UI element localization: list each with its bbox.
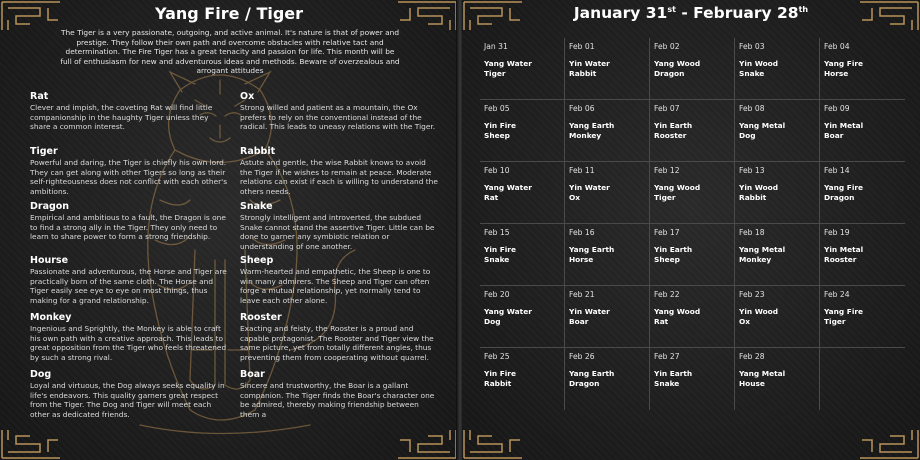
sign-name: Dog bbox=[30, 369, 52, 380]
day-element: Yang Fire bbox=[824, 183, 864, 192]
day-element: Yang Water bbox=[484, 183, 532, 192]
day-zodiac bbox=[824, 59, 900, 78]
sign-description: Passionate and adventurous, the Horse and Tiger are practically born of the same cloth. The Horse and Tiger easily see eye to eye on most things, thus making for a grand relationship. bbox=[30, 267, 227, 305]
sign-name: Sheep bbox=[240, 255, 274, 266]
day-date: Feb 12 bbox=[654, 166, 680, 175]
day-element: Yang Wood bbox=[654, 183, 701, 192]
calendar-day-cell bbox=[820, 162, 905, 224]
day-date: Feb 24 bbox=[824, 290, 850, 299]
day-animal: Snake bbox=[739, 68, 765, 78]
sign-description: Strong willed and patient as a mountain, the Ox prefers to rely on the conventional instead of the radical. This leads to uneasy relations with the Tiger. bbox=[240, 103, 436, 131]
sign-monkey bbox=[30, 312, 230, 362]
day-animal: Dragon bbox=[654, 68, 685, 78]
day-zodiac bbox=[569, 245, 644, 264]
day-animal: Rabbit bbox=[484, 378, 512, 388]
sign-name: Tiger bbox=[30, 146, 58, 157]
day-animal: Dragon bbox=[824, 192, 855, 202]
day-zodiac bbox=[824, 121, 900, 140]
calendar-day-cell bbox=[480, 100, 565, 162]
calendar-day-cell bbox=[480, 38, 565, 100]
day-date: Feb 02 bbox=[654, 42, 680, 51]
calendar-title bbox=[462, 4, 920, 22]
sign-snake bbox=[240, 201, 440, 251]
day-date: Feb 10 bbox=[484, 166, 510, 175]
day-date: Feb 16 bbox=[569, 228, 595, 237]
day-element: Yin Water bbox=[569, 307, 610, 316]
calendar-day-cell bbox=[480, 162, 565, 224]
day-zodiac bbox=[739, 59, 814, 78]
day-date: Feb 26 bbox=[569, 352, 595, 361]
sign-description: Sincere and trustworthy, the Boar is a gallant companion. The Tiger finds the Boar's character one be admired, thereby making friendship between them a bbox=[240, 381, 435, 419]
sign-description: Strongly intelligent and introverted, the subdued Snake cannot stand the assertive Tiger. Little can be done to garner any symbiotic relation or understanding of one another. bbox=[240, 213, 435, 251]
day-element: Yang Earth bbox=[569, 121, 615, 130]
calendar-day-cell bbox=[565, 348, 650, 410]
sign-name: Boar bbox=[240, 369, 265, 380]
day-date: Feb 08 bbox=[739, 104, 765, 113]
day-animal: Dragon bbox=[569, 378, 600, 388]
day-element: Yang Fire bbox=[824, 59, 864, 68]
day-animal: Sheep bbox=[654, 254, 680, 264]
intro-paragraph: The Tiger is a very passionate, outgoing, and active animal. It's nature is that of power and prestige. They follow their own path and overcome obstacles with relative tact and determination. The Fire Tiger has a great tenacity and passion for life. This month will be full of enthusiasm for new and adventurous ideas and methods. Beware of overzealous and arrogant attitudes bbox=[60, 28, 400, 76]
day-element: Yin Fire bbox=[484, 121, 516, 130]
day-animal: Boar bbox=[569, 316, 589, 326]
day-animal: Sheep bbox=[484, 130, 510, 140]
sign-horse bbox=[30, 255, 230, 305]
calendar-day-cell bbox=[565, 100, 650, 162]
calendar-day-cell bbox=[820, 100, 905, 162]
day-date: Feb 27 bbox=[654, 352, 680, 361]
sign-tiger bbox=[30, 146, 230, 196]
day-date: Feb 20 bbox=[484, 290, 510, 299]
calendar-day-cell bbox=[480, 286, 565, 348]
title-end: February 28 bbox=[693, 4, 799, 22]
day-date: Feb 23 bbox=[739, 290, 765, 299]
calendar-grid bbox=[480, 38, 905, 410]
calendar-day-cell bbox=[650, 348, 735, 410]
day-zodiac bbox=[654, 245, 729, 264]
day-zodiac bbox=[739, 307, 814, 326]
day-element: Yang Earth bbox=[569, 369, 615, 378]
day-element: Yin Fire bbox=[484, 369, 516, 378]
day-element: Yang Metal bbox=[739, 369, 786, 378]
day-date: Feb 04 bbox=[824, 42, 850, 51]
day-zodiac bbox=[484, 307, 559, 326]
day-animal: Rabbit bbox=[569, 68, 597, 78]
corner-ornament-icon bbox=[850, 426, 920, 460]
day-animal: Ox bbox=[569, 192, 581, 202]
day-animal: Boar bbox=[824, 130, 844, 140]
sign-description: Empirical and ambitious to a fault, the Dragon is one to find a strong ally in the Tiger. They only need to learn to share power to form a strong friendship. bbox=[30, 213, 226, 241]
calendar-day-cell bbox=[650, 162, 735, 224]
day-zodiac bbox=[739, 369, 814, 388]
day-zodiac bbox=[484, 245, 559, 264]
calendar-day-cell bbox=[735, 162, 820, 224]
day-element: Yin Wood bbox=[739, 183, 779, 192]
day-zodiac bbox=[654, 183, 729, 202]
day-zodiac bbox=[484, 183, 559, 202]
sign-description: Loyal and virtuous, the Dog always seeks equality in life's endeavors. This quality garners great respect from the Tiger. The Dog and Tiger will meet each other as dedicated friends. bbox=[30, 381, 225, 419]
day-zodiac bbox=[739, 245, 814, 264]
day-zodiac bbox=[569, 121, 644, 140]
day-date: Feb 09 bbox=[824, 104, 850, 113]
day-zodiac bbox=[484, 121, 559, 140]
day-date: Feb 15 bbox=[484, 228, 510, 237]
sign-boar bbox=[240, 369, 440, 419]
day-date: Jan 31 bbox=[484, 42, 508, 51]
page-title: Yang Fire / Tiger bbox=[154, 4, 304, 23]
day-element: Yin Wood bbox=[739, 307, 779, 316]
sign-description: Astute and gentle, the wise Rabbit knows to avoid the Tiger if he wishes to remain at peace. Moderate relations can exist if each is willing to understand the others needs. bbox=[240, 158, 438, 196]
day-element: Yin Wood bbox=[739, 59, 779, 68]
day-element: Yin Water bbox=[569, 59, 610, 68]
sign-dragon bbox=[30, 201, 230, 242]
day-date: Feb 18 bbox=[739, 228, 765, 237]
calendar-day-cell bbox=[650, 100, 735, 162]
day-zodiac bbox=[824, 307, 900, 326]
sign-name: Snake bbox=[240, 201, 273, 212]
day-date: Feb 22 bbox=[654, 290, 680, 299]
calendar-day-cell bbox=[480, 224, 565, 286]
day-zodiac bbox=[739, 121, 814, 140]
day-animal: Tiger bbox=[654, 192, 676, 202]
day-date: Feb 19 bbox=[824, 228, 850, 237]
day-animal: Rat bbox=[654, 316, 669, 326]
day-animal: Dog bbox=[739, 130, 756, 140]
day-element: Yang Wood bbox=[654, 59, 701, 68]
calendar-day-cell bbox=[820, 224, 905, 286]
day-animal: Rooster bbox=[824, 254, 857, 264]
corner-ornament-icon bbox=[462, 426, 532, 460]
day-animal: Rabbit bbox=[739, 192, 767, 202]
day-date: Feb 28 bbox=[739, 352, 765, 361]
calendar-day-cell bbox=[735, 286, 820, 348]
day-element: Yang Water bbox=[484, 307, 532, 316]
sign-ox bbox=[240, 91, 440, 132]
day-date: Feb 05 bbox=[484, 104, 510, 113]
sign-description: Warm-hearted and empathetic, the Sheep is one to win many admirers. The Sheep and Tiger can often forge a mutual relationship, yet normally tend to leave each other alone. bbox=[240, 267, 431, 305]
sign-description: Exacting and feisty, the Rooster is a proud and capable protagonist. The Rooster and Tiger view the same picture, yet from totally different angles, thus preventing them from cooperating without quarrel. bbox=[240, 324, 434, 362]
day-zodiac bbox=[484, 369, 559, 388]
sign-description: Ingenious and Sprightly, the Monkey is able to craft his own path with a creative approach. This leads to great opposition from the Tiger who feels threatened by such a strong rival. bbox=[30, 324, 227, 362]
day-animal: Monkey bbox=[569, 130, 602, 140]
calendar-day-cell bbox=[650, 38, 735, 100]
day-zodiac bbox=[824, 183, 900, 202]
day-element: Yin Earth bbox=[654, 121, 693, 130]
day-zodiac bbox=[654, 121, 729, 140]
day-animal: Tiger bbox=[824, 316, 846, 326]
day-date: Feb 06 bbox=[569, 104, 595, 113]
day-animal: Monkey bbox=[739, 254, 772, 264]
title-separator: - bbox=[675, 4, 694, 22]
calendar-day-cell bbox=[480, 348, 565, 410]
sign-name: Rat bbox=[30, 91, 49, 102]
day-date: Feb 11 bbox=[569, 166, 595, 175]
day-element: Yang Wood bbox=[654, 307, 701, 316]
sign-sheep bbox=[240, 255, 440, 305]
calendar-day-cell bbox=[820, 38, 905, 100]
sign-name: Rooster bbox=[240, 312, 282, 323]
day-date: Feb 14 bbox=[824, 166, 850, 175]
day-animal: Ox bbox=[739, 316, 751, 326]
day-animal: House bbox=[739, 378, 765, 388]
sign-name: Monkey bbox=[30, 312, 72, 323]
day-element: Yin Fire bbox=[484, 245, 516, 254]
day-animal: Dog bbox=[484, 316, 501, 326]
day-element: Yang Metal bbox=[739, 245, 786, 254]
sign-rabbit bbox=[240, 146, 440, 196]
sign-name: Rabbit bbox=[240, 146, 276, 157]
calendar-day-cell bbox=[735, 100, 820, 162]
day-element: Yin Water bbox=[569, 183, 610, 192]
calendar-day-cell bbox=[565, 224, 650, 286]
day-animal: Horse bbox=[569, 254, 594, 264]
day-zodiac bbox=[739, 183, 814, 202]
sign-name: Hourse bbox=[30, 255, 69, 266]
day-element: Yang Fire bbox=[824, 307, 864, 316]
day-zodiac bbox=[569, 183, 644, 202]
calendar-day-cell bbox=[565, 286, 650, 348]
day-zodiac bbox=[654, 59, 729, 78]
sign-rooster bbox=[240, 312, 440, 362]
sign-rat bbox=[30, 91, 230, 132]
day-zodiac bbox=[569, 369, 644, 388]
calendar-day-cell bbox=[735, 38, 820, 100]
day-animal: Tiger bbox=[484, 68, 506, 78]
sign-name: Dragon bbox=[30, 201, 70, 212]
calendar-day-cell bbox=[735, 348, 820, 410]
calendar-day-cell bbox=[650, 286, 735, 348]
corner-ornament-icon bbox=[0, 426, 70, 460]
day-zodiac bbox=[654, 307, 729, 326]
left-page bbox=[0, 0, 458, 460]
sign-name: Ox bbox=[240, 91, 255, 102]
day-zodiac bbox=[484, 59, 559, 78]
calendar-day-cell bbox=[820, 348, 905, 410]
day-zodiac bbox=[569, 59, 644, 78]
day-animal: Snake bbox=[484, 254, 510, 264]
day-element: Yang Earth bbox=[569, 245, 615, 254]
sign-dog bbox=[30, 369, 230, 419]
corner-ornament-icon bbox=[388, 426, 458, 460]
title-end-suffix: th bbox=[798, 4, 809, 14]
day-zodiac bbox=[654, 369, 729, 388]
calendar-day-cell bbox=[565, 162, 650, 224]
day-element: Yin Earth bbox=[654, 369, 693, 378]
day-animal: Rat bbox=[484, 192, 499, 202]
day-element: Yin Earth bbox=[654, 245, 693, 254]
sign-description: Clever and impish, the coveting Rat will find little companionship in the haughty Tiger unless they share a common interest. bbox=[30, 103, 213, 131]
day-animal: Rooster bbox=[654, 130, 687, 140]
day-date: Feb 13 bbox=[739, 166, 765, 175]
day-date: Feb 25 bbox=[484, 352, 510, 361]
calendar-day-cell bbox=[820, 286, 905, 348]
title-start: January 31 bbox=[573, 4, 668, 22]
day-date: Feb 03 bbox=[739, 42, 765, 51]
day-animal: Snake bbox=[654, 378, 680, 388]
right-page bbox=[462, 0, 920, 460]
day-animal: Horse bbox=[824, 68, 849, 78]
day-element: Yang Metal bbox=[739, 121, 786, 130]
day-element: Yin Metal bbox=[824, 121, 864, 130]
sign-description: Powerful and daring, the Tiger is chiefly his own lord. They can get along with other Tigers so long as their self-righteousness does not conflict with each other's ambitions. bbox=[30, 158, 228, 196]
calendar-day-cell bbox=[735, 224, 820, 286]
day-zodiac bbox=[569, 307, 644, 326]
day-date: Feb 21 bbox=[569, 290, 595, 299]
day-zodiac bbox=[824, 245, 900, 264]
day-date: Feb 17 bbox=[654, 228, 680, 237]
day-date: Feb 01 bbox=[569, 42, 595, 51]
day-date: Feb 07 bbox=[654, 104, 680, 113]
title-start-suffix: st bbox=[667, 4, 676, 14]
day-element: Yin Metal bbox=[824, 245, 864, 254]
calendar-day-cell bbox=[650, 224, 735, 286]
calendar-day-cell bbox=[565, 38, 650, 100]
day-element: Yang Water bbox=[484, 59, 532, 68]
